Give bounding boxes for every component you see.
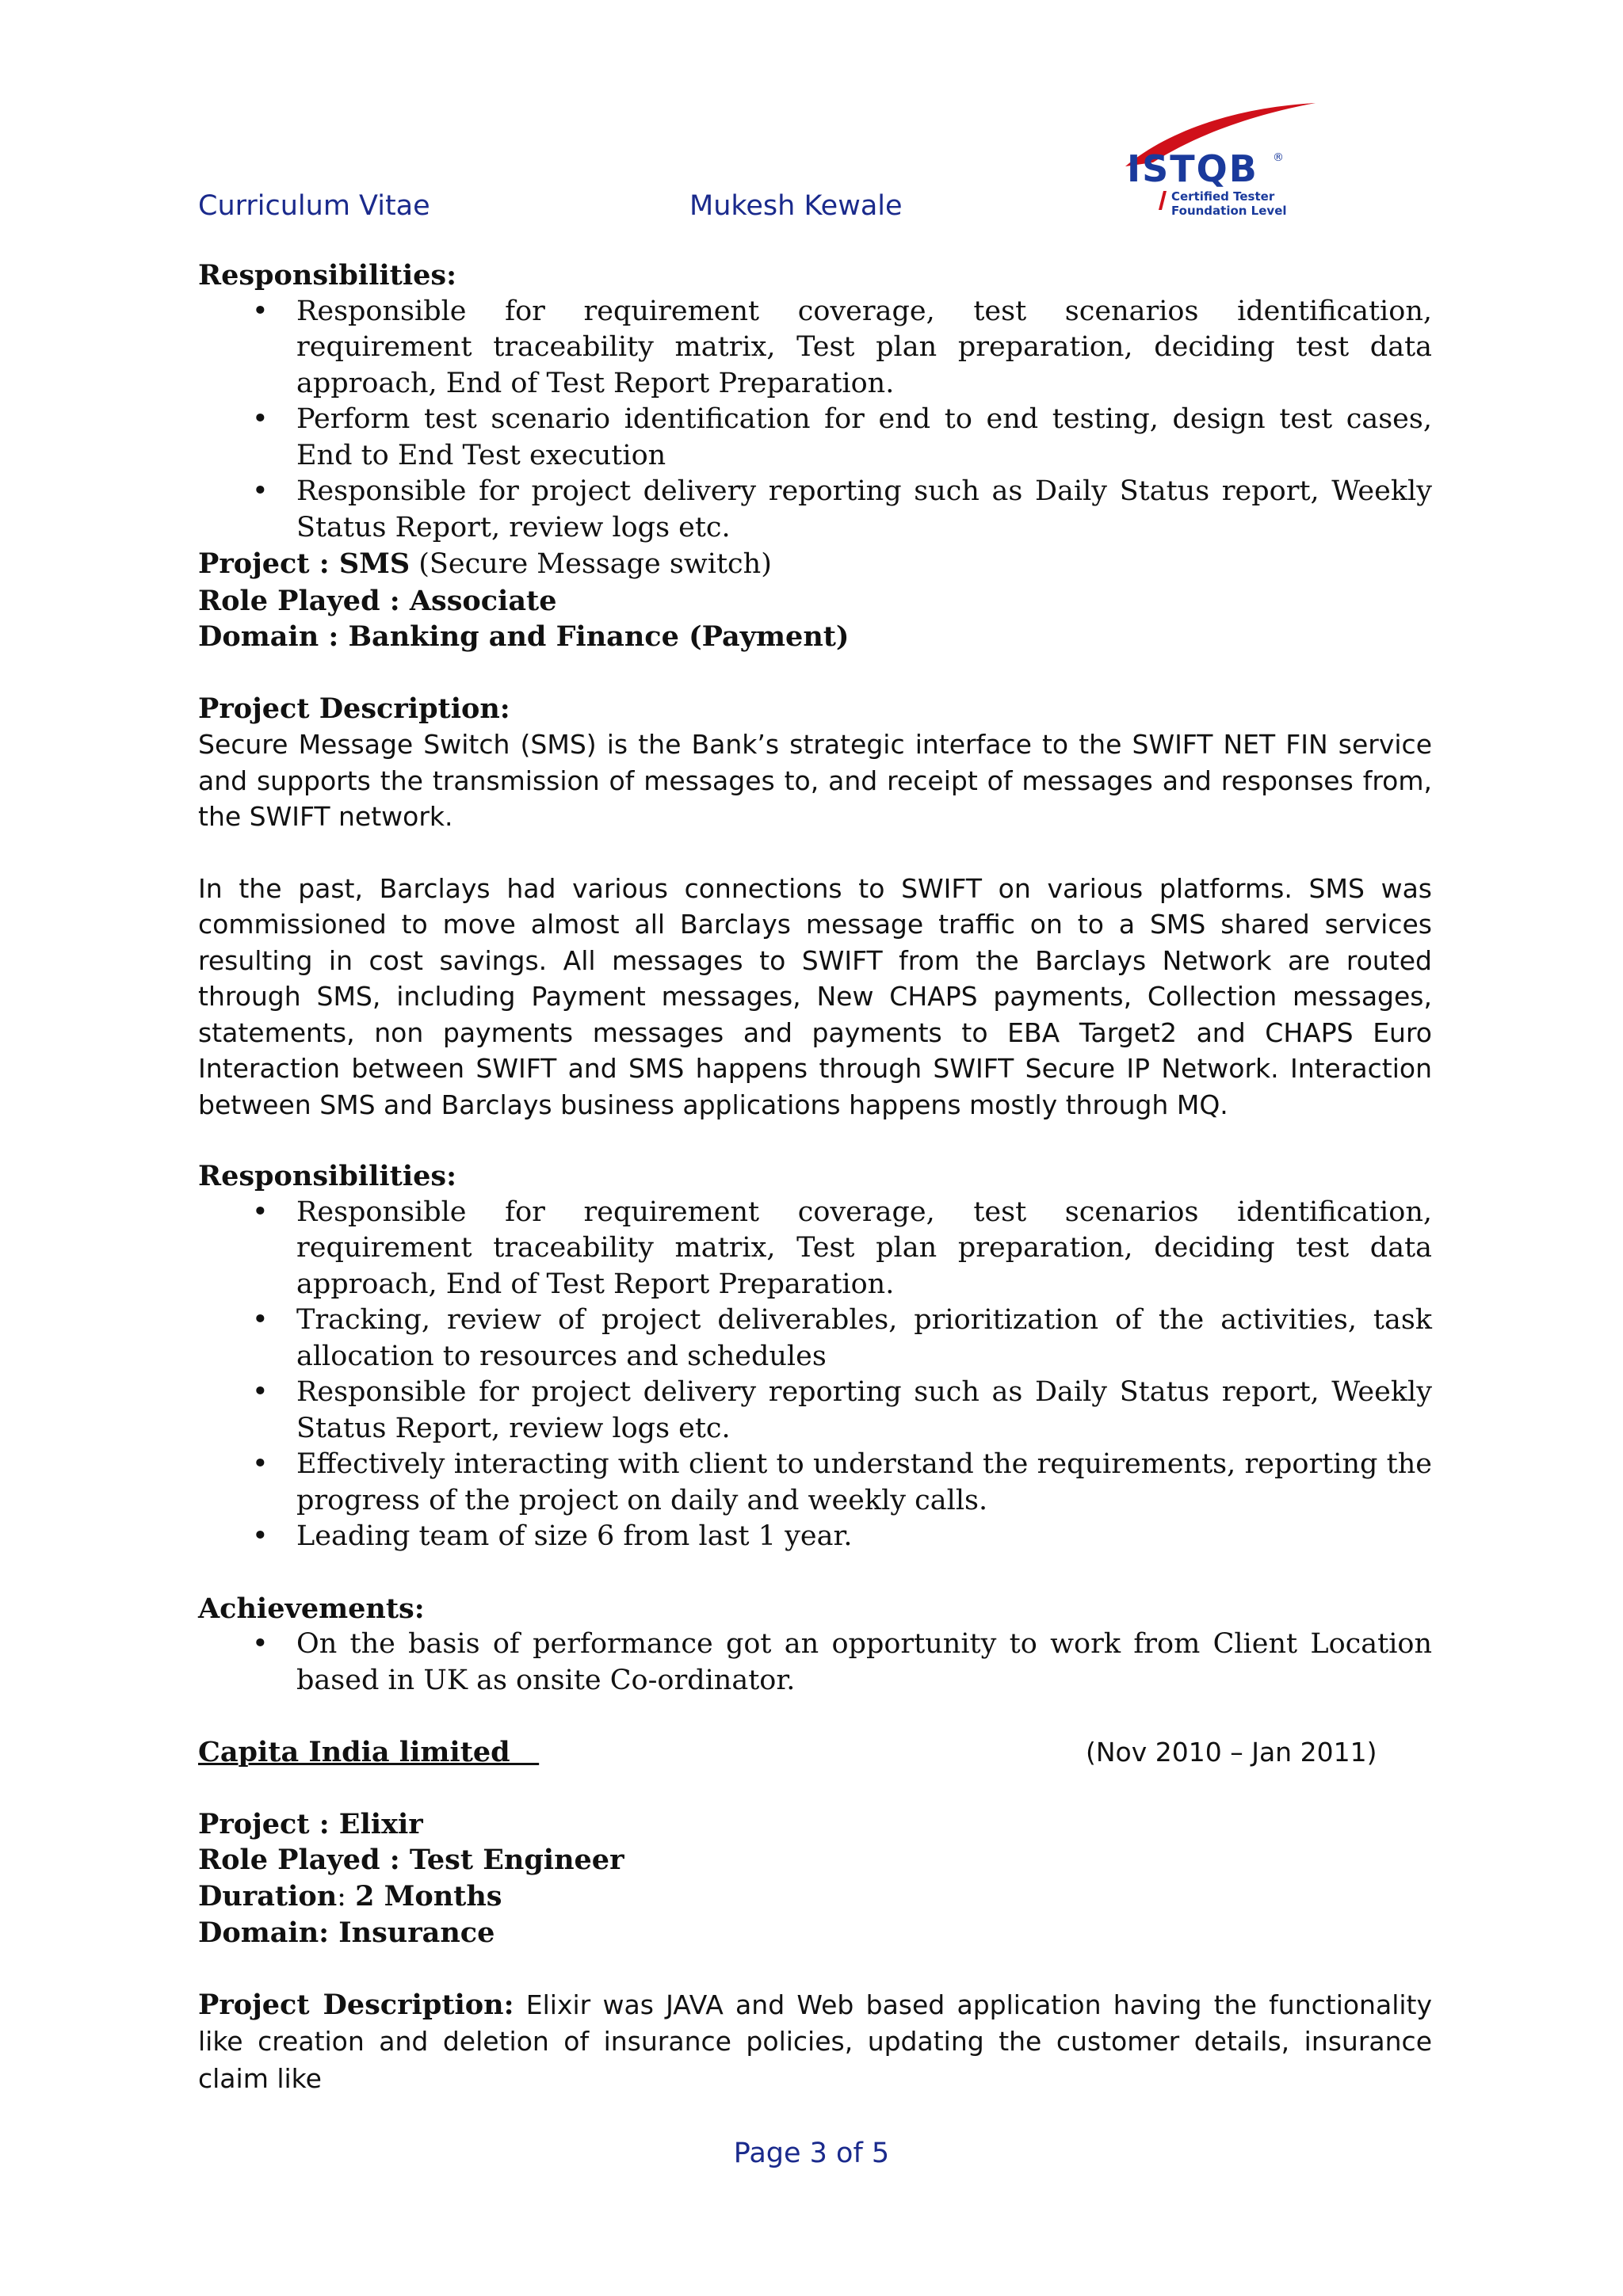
- domain-line: Domain : Banking and Finance (Payment): [198, 620, 850, 653]
- list-item: [198, 294, 1432, 402]
- section-heading-achievements: Achievements:: [198, 1592, 425, 1625]
- logo-line1: Certified Tester: [1171, 189, 1275, 204]
- list-item-text: Responsible for requirement coverage, test scenarios identification, requirement traceability matrix, Test plan preparation, deciding test data approach, End of Test Report Preparation.: [296, 295, 1432, 399]
- elixir-domain-line: Domain: Insurance: [198, 1917, 495, 1949]
- list-item: [198, 1195, 1432, 1303]
- list-item-text: Effectively interacting with client to understand the requirements, reporting the progress of the project on daily and weekly calls.: [296, 1448, 1432, 1516]
- elixir-project-line: Project : Elixir: [198, 1807, 423, 1840]
- istqb-logo-graphic: [1078, 99, 1331, 226]
- company-name: Capita India limited: [198, 1736, 540, 1768]
- istqb-logo: [1078, 99, 1331, 226]
- spacer: [198, 1123, 1432, 1158]
- logo-registered: ®: [1273, 151, 1284, 164]
- spacer: [198, 1951, 1432, 1987]
- bullet-icon: •: [252, 1376, 269, 1408]
- role-line: Role Played : Associate: [198, 584, 557, 617]
- elixir-duration-line: [198, 1878, 1432, 1916]
- duration-value: 2 Months: [355, 1879, 502, 1913]
- project-label: Project :: [198, 547, 339, 580]
- company-dates: (Nov 2010 – Jan 2011): [1086, 1737, 1377, 1768]
- list-item-text: Perform test scenario identification for end to end testing, design test cases, End to End Test execution: [296, 403, 1432, 471]
- elixir-description: [198, 1987, 1432, 2098]
- bullet-icon: •: [252, 403, 269, 435]
- header-doc-type: Curriculum Vitae: [198, 190, 430, 222]
- header-name: Mukesh Kewale: [689, 190, 903, 222]
- bullet-icon: •: [252, 475, 269, 507]
- logo-tick: [1159, 191, 1167, 210]
- responsibilities-list-1: [198, 294, 1432, 547]
- project-paren: (Secure Message switch): [410, 548, 772, 580]
- logo-brand: ISTQB: [1127, 147, 1258, 190]
- elixir-description-text: Elixir was JAVA and Web based application having the functionality like creation and deletion of insurance policies, updating the customer details, insurance claim like: [198, 1989, 1432, 2094]
- project-description-p2: In the past, Barclays had various connections to SWIFT on various platforms. SMS was commissioned to move almost all Barclays message traffic on to a SMS shared services resulting in cost savings. All messages to SWIFT from the Barclays Network are routed through SMS, including Payment messages, New CHAPS payments, Collection messages, statements, non payments messages and payments to EBA Target2 and CHAPS Euro Interaction between SWIFT and SMS happens through SWIFT Secure IP Network. Interaction between SMS and Barclays business applications happens mostly through MQ.: [198, 872, 1432, 1120]
- project-name: SMS: [338, 547, 411, 580]
- list-item-text: Tracking, review of project deliverables, prioritization of the activities, task allocation to resources and schedules: [296, 1304, 1432, 1372]
- section-heading-responsibilities-2: Responsibilities:: [198, 1160, 457, 1192]
- spacer: [198, 835, 1432, 871]
- list-item-text: On the basis of performance got an opportunity to work from Client Location based in UK as onsite Co-ordinator.: [296, 1628, 1432, 1696]
- page-number: Page 3 of 5: [733, 2138, 890, 2169]
- project-description-heading: Project Description:: [198, 692, 510, 725]
- spacer: [198, 1771, 1432, 1806]
- list-item: [198, 1375, 1432, 1447]
- logo-line2: Foundation Level: [1171, 204, 1287, 218]
- list-item: [198, 402, 1432, 474]
- list-item-text: Leading team of size 6 from last 1 year.: [296, 1520, 853, 1552]
- bullet-icon: •: [252, 295, 269, 327]
- list-item: [198, 1302, 1432, 1375]
- list-item: [198, 1447, 1432, 1519]
- spacer: [198, 1555, 1432, 1591]
- duration-label: Duration: [198, 1879, 338, 1913]
- list-item: [198, 474, 1432, 546]
- list-item: [198, 1627, 1432, 1699]
- resume-content: [198, 257, 1432, 2097]
- bullet-icon: •: [252, 1448, 269, 1480]
- duration-sep: :: [337, 1880, 356, 1913]
- list-item-text: Responsible for requirement coverage, test scenarios identification, requirement traceability matrix, Test plan preparation, deciding test data approach, End of Test Report Preparation.: [296, 1196, 1432, 1300]
- company-row: [198, 1734, 1432, 1771]
- achievements-list: [198, 1627, 1432, 1699]
- elixir-role-line: Role Played : Test Engineer: [198, 1844, 624, 1876]
- project-line: [198, 546, 1432, 583]
- list-item: [198, 1519, 1432, 1555]
- list-item-text: Responsible for project delivery reporting such as Daily Status report, Weekly Status Report, review logs etc.: [296, 475, 1432, 543]
- page-footer: [0, 2138, 1623, 2169]
- spacer: [198, 655, 1432, 691]
- elixir-description-heading: Project Description:: [198, 1988, 514, 2021]
- bullet-icon: •: [252, 1628, 269, 1660]
- section-heading-responsibilities: Responsibilities:: [198, 259, 457, 292]
- bullet-icon: •: [252, 1196, 269, 1228]
- project-description-p1: Secure Message Switch (SMS) is the Bank’s strategic interface to the SWIFT NET FIN service and supports the transmission of messages to, and receipt of messages and responses from, the SWIFT network.: [198, 729, 1432, 832]
- bullet-icon: •: [252, 1520, 269, 1552]
- bullet-icon: •: [252, 1304, 269, 1336]
- spacer: [198, 1699, 1432, 1734]
- responsibilities-list-2: [198, 1195, 1432, 1555]
- list-item-text: Responsible for project delivery reporting such as Daily Status report, Weekly Status Report, review logs etc.: [296, 1376, 1432, 1444]
